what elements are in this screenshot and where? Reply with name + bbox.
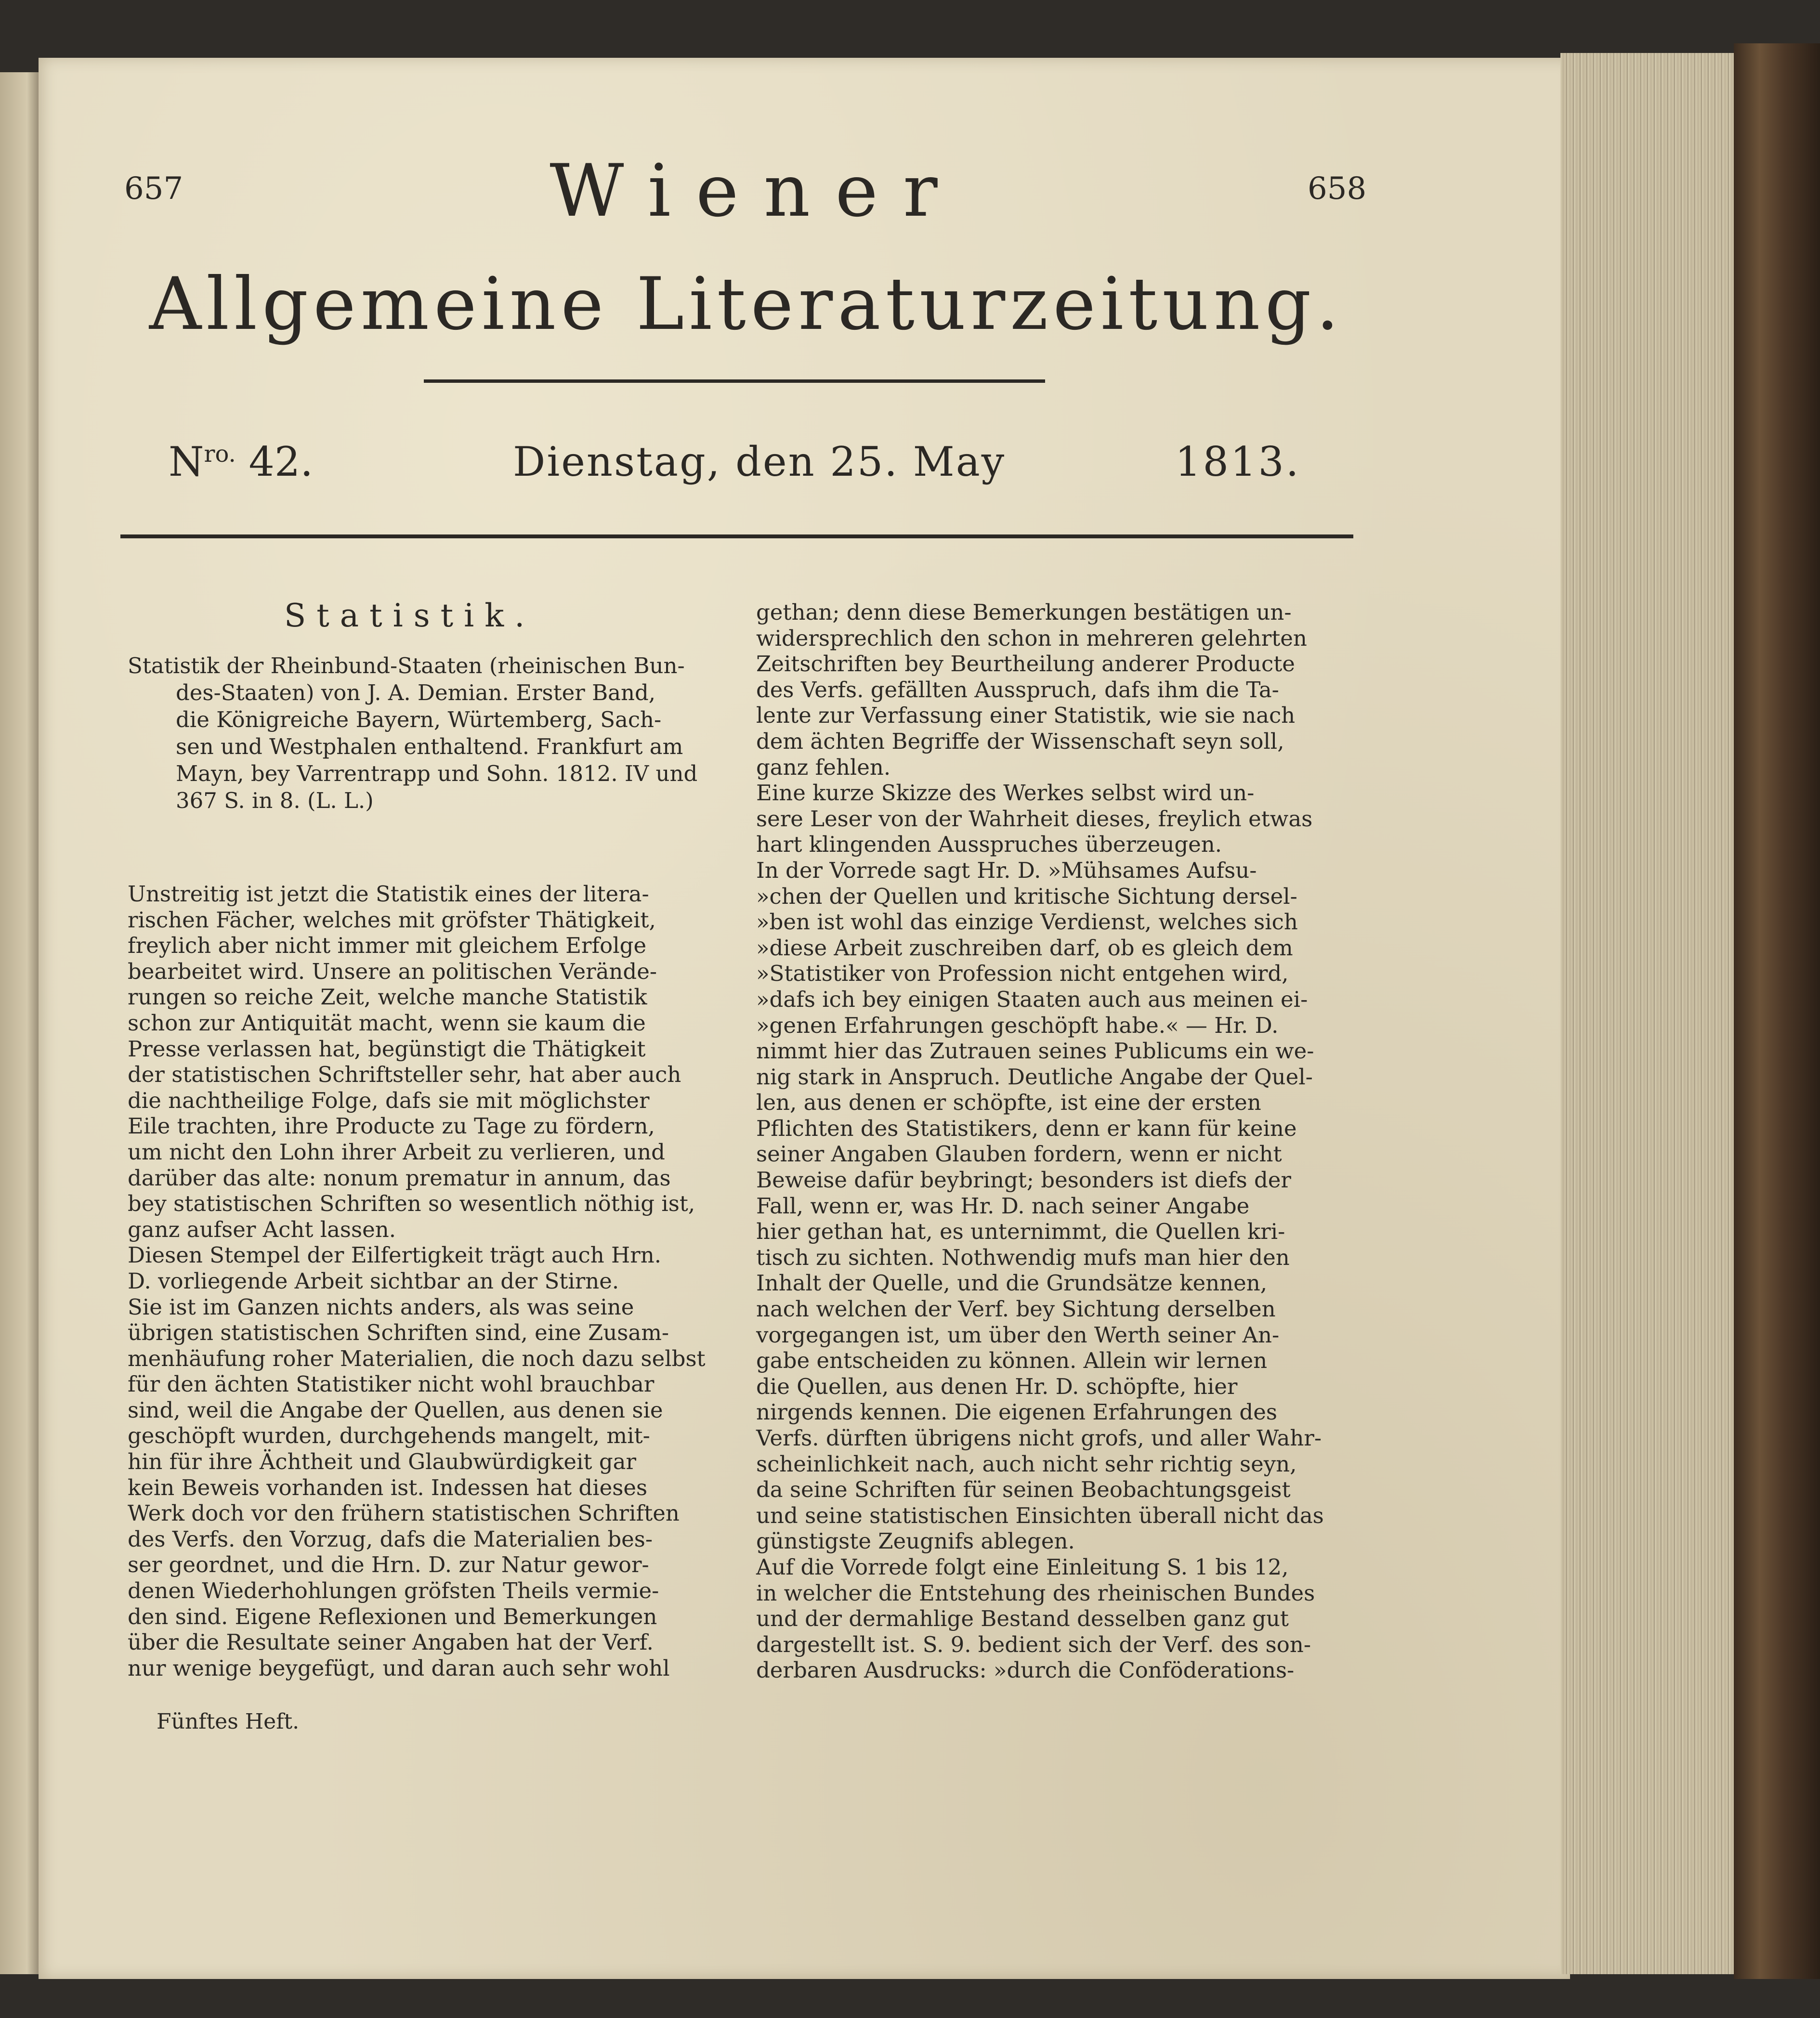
biblio-line: des-Staaten) von J. A. Demian. Erster Band,	[176, 680, 656, 705]
biblio-line: die Königreiche Bayern, Würtemberg, Sach-	[176, 707, 662, 732]
facing-page-edge	[0, 72, 39, 1974]
text-line: hin für ihre Ächtheit und Glaubwürdigkeit gar	[128, 1449, 636, 1475]
right-column-text	[756, 599, 1358, 1683]
issue-date: Dienstag, den 25. May	[513, 438, 1006, 485]
text-line: geschöpft wurden, durchgehends mangelt, mit-	[128, 1423, 650, 1449]
text-line: bearbeitet wird. Unsere an politischen Verände-	[128, 958, 657, 984]
text-line: nimmt hier das Zutrauen seines Publicums ein we-	[756, 1038, 1314, 1064]
masthead-title-line1: Wiener	[550, 149, 963, 233]
page-number-right: 658	[1308, 171, 1367, 207]
text-line: in welcher die Entstehung des rheinischen Bundes	[756, 1580, 1315, 1606]
text-line: lente zur Verfassung einer Statistik, wie sie nach	[756, 703, 1296, 729]
text-line: Werk doch vor den frühern statistischen Schriften	[128, 1500, 680, 1526]
text-line: vorgegangen ist, um über den Werth seiner An-	[756, 1322, 1280, 1348]
text-line: nirgends kennen. Die eigenen Erfahrungen des	[756, 1399, 1277, 1425]
text-line: günstigste Zeugnifs ablegen.	[756, 1528, 1075, 1554]
text-line: des Verfs. gefällten Ausspruch, dafs ihm die Ta-	[756, 677, 1279, 703]
book-cover-edge	[1734, 43, 1820, 1979]
text-line: Verfs. dürften übrigens nicht grofs, und aller Wahr-	[756, 1425, 1322, 1451]
text-line: rischen Fächer, welches mit gröfster Thätigkeit,	[128, 907, 656, 933]
text-line: In der Vorrede sagt Hr. D. »Mühsames Aufsu-	[756, 857, 1257, 883]
text-line: widersprechlich den schon in mehreren gelehrten	[756, 625, 1307, 651]
text-line: sind, weil die Angabe der Quellen, aus denen sie	[128, 1397, 663, 1423]
text-line: gethan; denn diese Bemerkungen bestätigen un-	[756, 599, 1292, 625]
text-line: »dafs ich bey einigen Staaten auch aus meinen ei-	[756, 986, 1308, 1012]
text-line: Pflichten des Statistikers, denn er kann für keine	[756, 1115, 1297, 1141]
text-line: des Verfs. den Vorzug, dafs die Materialien bes-	[128, 1526, 653, 1552]
text-line: und der dermahlige Bestand desselben ganz gut	[756, 1606, 1289, 1632]
text-line: ganz aufser Acht lassen.	[128, 1216, 396, 1242]
text-line: bey statistischen Schriften so wesentlich nöthig ist,	[128, 1191, 695, 1217]
text-line: Eine kurze Skizze des Werkes selbst wird un-	[756, 780, 1255, 806]
text-line: dem ächten Begriffe der Wissenschaft seyn soll,	[756, 728, 1284, 754]
text-line: übrigen statistischen Schriften sind, eine Zusam-	[128, 1320, 669, 1346]
text-line: Presse verlassen hat, begünstigt die Thätigkeit	[128, 1036, 646, 1062]
text-line: »diese Arbeit zuschreiben darf, ob es gleich dem	[756, 935, 1293, 961]
text-line: derbaren Ausdrucks: »durch die Conföderations-	[756, 1657, 1295, 1683]
biblio-line: Mayn, bey Varrentrapp und Sohn. 1812. IV und	[176, 761, 698, 786]
section-title: Statistik.	[284, 597, 536, 634]
text-line: nach welchen der Verf. bey Sichtung derselben	[756, 1296, 1276, 1322]
header-rule	[120, 534, 1353, 538]
text-line: für den ächten Statistiker nicht wohl brauchbar	[128, 1371, 655, 1397]
text-line: Unstreitig ist jetzt die Statistik eines der litera-	[128, 881, 649, 907]
biblio-line: 367 S. in 8. (L. L.)	[176, 788, 374, 813]
biblio-line: Statistik der Rheinbund-Staaten (rheinischen Bun-	[128, 653, 685, 678]
text-line: menhäufung roher Materialien, die noch dazu selbst	[128, 1345, 706, 1371]
text-line: »ben ist wohl das einzige Verdienst, welches sich	[756, 909, 1298, 935]
text-line: über die Resultate seiner Angaben hat der Verf.	[128, 1629, 654, 1655]
text-line: nur wenige beygefügt, und daran auch sehr wohl	[128, 1655, 670, 1681]
text-line: der statistischen Schriftsteller sehr, hat aber auch	[128, 1062, 681, 1088]
text-line: hart klingenden Ausspruches überzeugen.	[756, 832, 1222, 858]
text-line: D. vorliegende Arbeit sichtbar an der Stirne.	[128, 1268, 619, 1294]
text-line: schon zur Antiquität macht, wenn sie kaum die	[128, 1010, 646, 1036]
text-line: rungen so reiche Zeit, welche manche Statistik	[128, 984, 647, 1010]
book-page-edges	[1560, 53, 1734, 1974]
bibliography-entry	[128, 652, 734, 814]
text-line: Diesen Stempel der Eilfertigkeit trägt auch Hrn.	[128, 1242, 662, 1268]
text-line: denen Wiederhohlungen gröfsten Theils vermie-	[128, 1578, 659, 1604]
text-line: len, aus denen er schöpfte, ist eine der ersten	[756, 1090, 1261, 1116]
text-line: ser geordnet, und die Hrn. D. zur Natur gewor-	[128, 1552, 649, 1578]
issue-number: $N^{ro.}$ 42.	[169, 438, 314, 485]
issue-year: 1813.	[1175, 438, 1301, 485]
biblio-line: sen und Westphalen enthaltend. Frankfurt am	[176, 734, 683, 759]
text-line: kein Beweis vorhanden ist. Indessen hat dieses	[128, 1474, 648, 1500]
text-line: »Statistiker von Profession nicht entgehen wird,	[756, 961, 1289, 987]
text-line: da seine Schriften für seinen Beobachtungsgeist	[756, 1477, 1291, 1503]
text-line: Zeitschriften bey Beurtheilung anderer Producte	[756, 651, 1295, 677]
text-line: »chen der Quellen und kritische Sichtung dersel-	[756, 883, 1297, 909]
text-line: Beweise dafür beybringt; besonders ist diefs der	[756, 1167, 1291, 1193]
text-line: sere Leser von der Wahrheit dieses, freylich etwas	[756, 806, 1313, 832]
text-line: um nicht den Lohn ihrer Arbeit zu verlieren, und	[128, 1139, 665, 1165]
text-line: den sind. Eigene Reflexionen und Bemerkungen	[128, 1603, 657, 1629]
text-line: darüber das alte: nonum prematur in annum, das	[128, 1165, 671, 1191]
text-line: Auf die Vorrede folgt eine Einleitung S. 1 bis 12,	[756, 1554, 1289, 1580]
masthead-rule	[424, 379, 1045, 383]
text-line: freylich aber nicht immer mit gleichem Erfolge	[128, 933, 647, 959]
signature-footer: Fünftes Heft.	[157, 1709, 300, 1734]
text-line: Inhalt der Quelle, und die Grundsätze kennen,	[756, 1270, 1267, 1296]
text-line: scheinlichkeit nach, auch nicht sehr richtig seyn,	[756, 1451, 1297, 1477]
page-number-left: 657	[124, 171, 183, 207]
text-line: seiner Angaben Glauben fordern, wenn er nicht	[756, 1141, 1282, 1167]
text-line: »genen Erfahrungen geschöpft habe.« — Hr. D.	[756, 1012, 1279, 1038]
text-line: hier gethan hat, es unternimmt, die Quellen kri-	[756, 1219, 1285, 1245]
text-line: nig stark in Anspruch. Deutliche Angabe der Quel-	[756, 1064, 1313, 1090]
text-line: Sie ist im Ganzen nichts anders, als was seine	[128, 1294, 634, 1320]
text-line: Eile trachten, ihre Producte zu Tage zu fördern,	[128, 1113, 655, 1139]
text-line: die nachtheilige Folge, dafs sie mit möglichster	[128, 1087, 650, 1113]
text-line: tisch zu sichten. Nothwendig mufs man hier den	[756, 1244, 1290, 1270]
text-line: dargestellt ist. S. 9. bedient sich der Verf. des son-	[756, 1631, 1311, 1657]
text-line: Fall, wenn er, was Hr. D. nach seiner Angabe	[756, 1193, 1250, 1219]
text-line: und seine statistischen Einsichten überall nicht das	[756, 1502, 1324, 1528]
text-line: gabe entscheiden zu können. Allein wir lernen	[756, 1348, 1268, 1374]
masthead-title-line2: Allgemeine Literaturzeitung.	[149, 262, 1344, 346]
left-column-text	[128, 881, 734, 1681]
text-line: die Quellen, aus denen Hr. D. schöpfte, hier	[756, 1373, 1238, 1399]
text-line: ganz fehlen.	[756, 754, 891, 780]
